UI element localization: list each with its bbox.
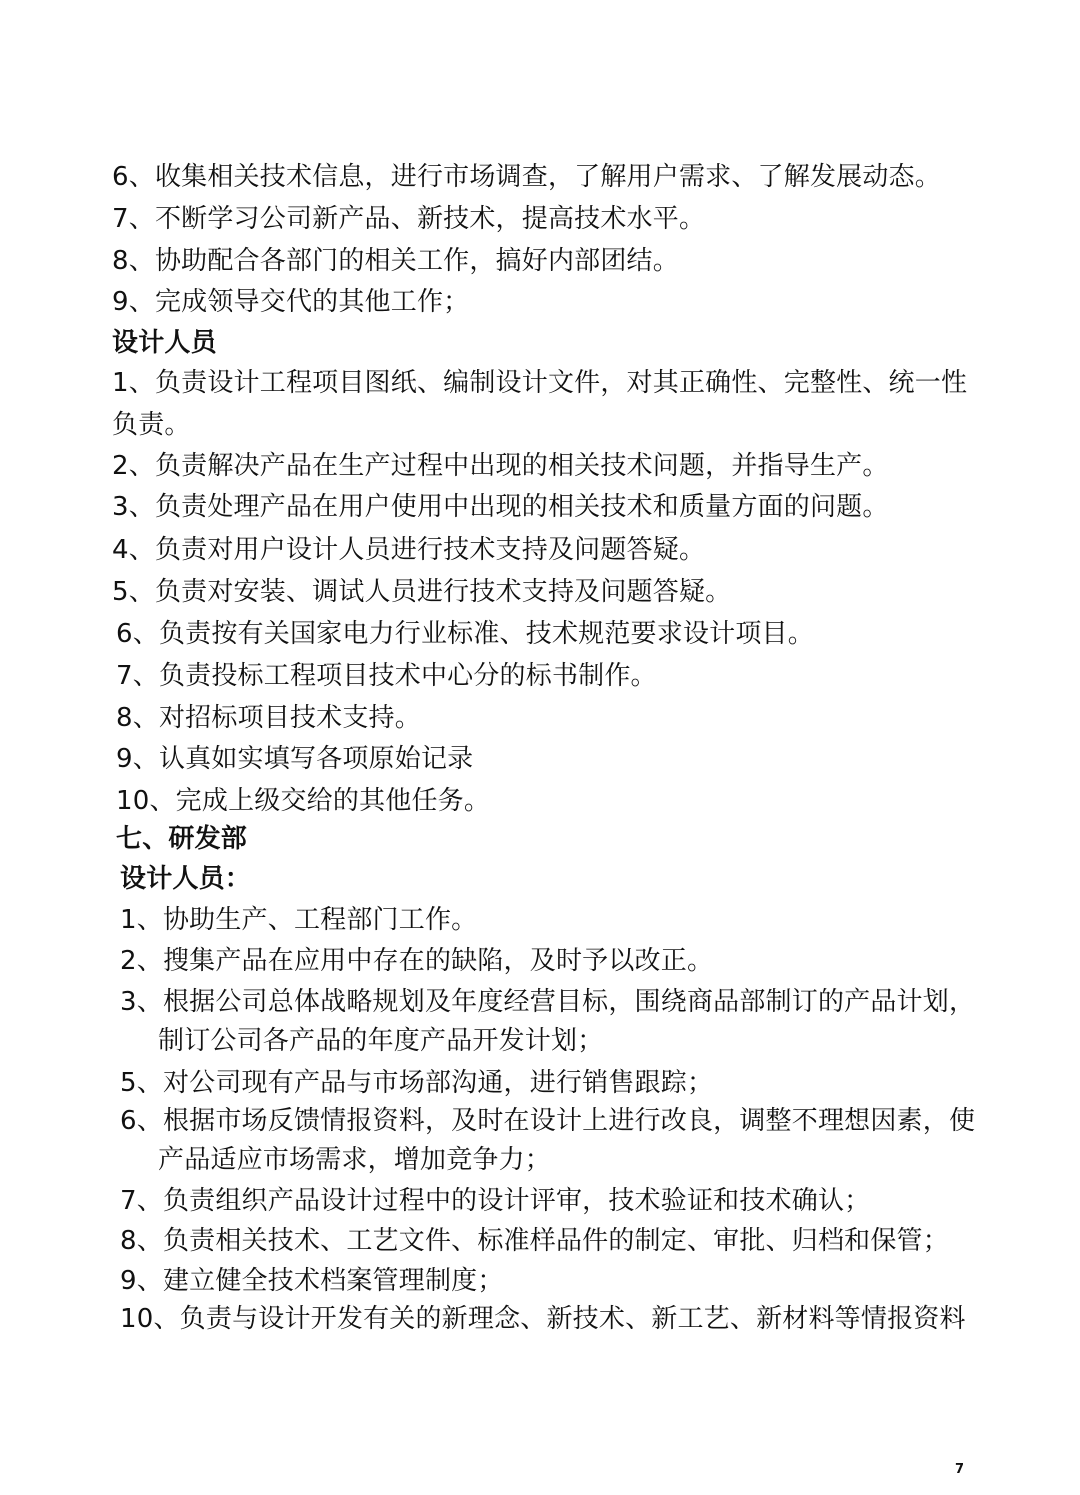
list-item-continuation: 产品适应市场需求，增加竞争力；: [158, 1145, 552, 1175]
list-item: 10、负责与设计开发有关的新理念、新技术、新工艺、新材料等情报资料: [120, 1304, 966, 1334]
section-heading: 设计人员: [112, 328, 217, 358]
list-item: 1、协助生产、工程部门工作。: [120, 905, 478, 935]
section-heading: 七、研发部: [116, 824, 248, 854]
subsection-heading: 设计人员：: [120, 864, 252, 894]
list-item: 6、负责按有关国家电力行业标准、技术规范要求设计项目。: [116, 619, 814, 649]
list-item: 10、完成上级交给的其他任务。: [116, 786, 491, 816]
list-item: 2、搜集产品在应用中存在的缺陷，及时予以改正。: [120, 946, 714, 976]
list-item: 8、对招标项目技术支持。: [116, 703, 421, 733]
list-item: 4、负责对用户设计人员进行技术支持及问题答疑。: [112, 535, 706, 565]
list-item: 1、负责设计工程项目图纸、编制设计文件，对其正确性、完整性、统一性: [112, 368, 968, 398]
list-item: 9、认真如实填写各项原始记录: [116, 744, 474, 774]
list-item: 9、建立健全技术档案管理制度；: [120, 1266, 504, 1296]
list-item: 6、收集相关技术信息，进行市场调查，了解用户需求、了解发展动态。: [112, 162, 941, 192]
list-item: 5、负责对安装、调试人员进行技术支持及问题答疑。: [112, 577, 732, 607]
list-item-continuation: 制订公司各产品的年度产品开发计划；: [158, 1026, 604, 1056]
list-item: 7、负责投标工程项目技术中心分的标书制作。: [116, 661, 657, 691]
list-item-continuation: 负责。: [112, 410, 191, 440]
list-item: 5、对公司现有产品与市场部沟通，进行销售跟踪；: [120, 1068, 714, 1098]
list-item: 8、负责相关技术、工艺文件、标准样品件的制定、审批、归档和保管；: [120, 1226, 949, 1256]
page-number: 7: [955, 1462, 965, 1477]
list-item: 7、不断学习公司新产品、新技术，提高技术水平。: [112, 204, 706, 234]
list-item: 3、根据公司总体战略规划及年度经营目标，围绕商品部制订的产品计划，: [120, 987, 976, 1017]
list-item: 6、根据市场反馈情报资料，及时在设计上进行改良，调整不理想因素，使: [120, 1106, 976, 1136]
list-item: 9、完成领导交代的其他工作；: [112, 287, 470, 317]
list-item: 8、协助配合各部门的相关工作，搞好内部团结。: [112, 246, 679, 276]
list-item: 7、负责组织产品设计过程中的设计评审，技术验证和技术确认；: [120, 1186, 871, 1216]
list-item: 2、负责解决产品在生产过程中出现的相关技术问题，并指导生产。: [112, 451, 889, 481]
list-item: 3、负责处理产品在用户使用中出现的相关技术和质量方面的问题。: [112, 492, 889, 522]
